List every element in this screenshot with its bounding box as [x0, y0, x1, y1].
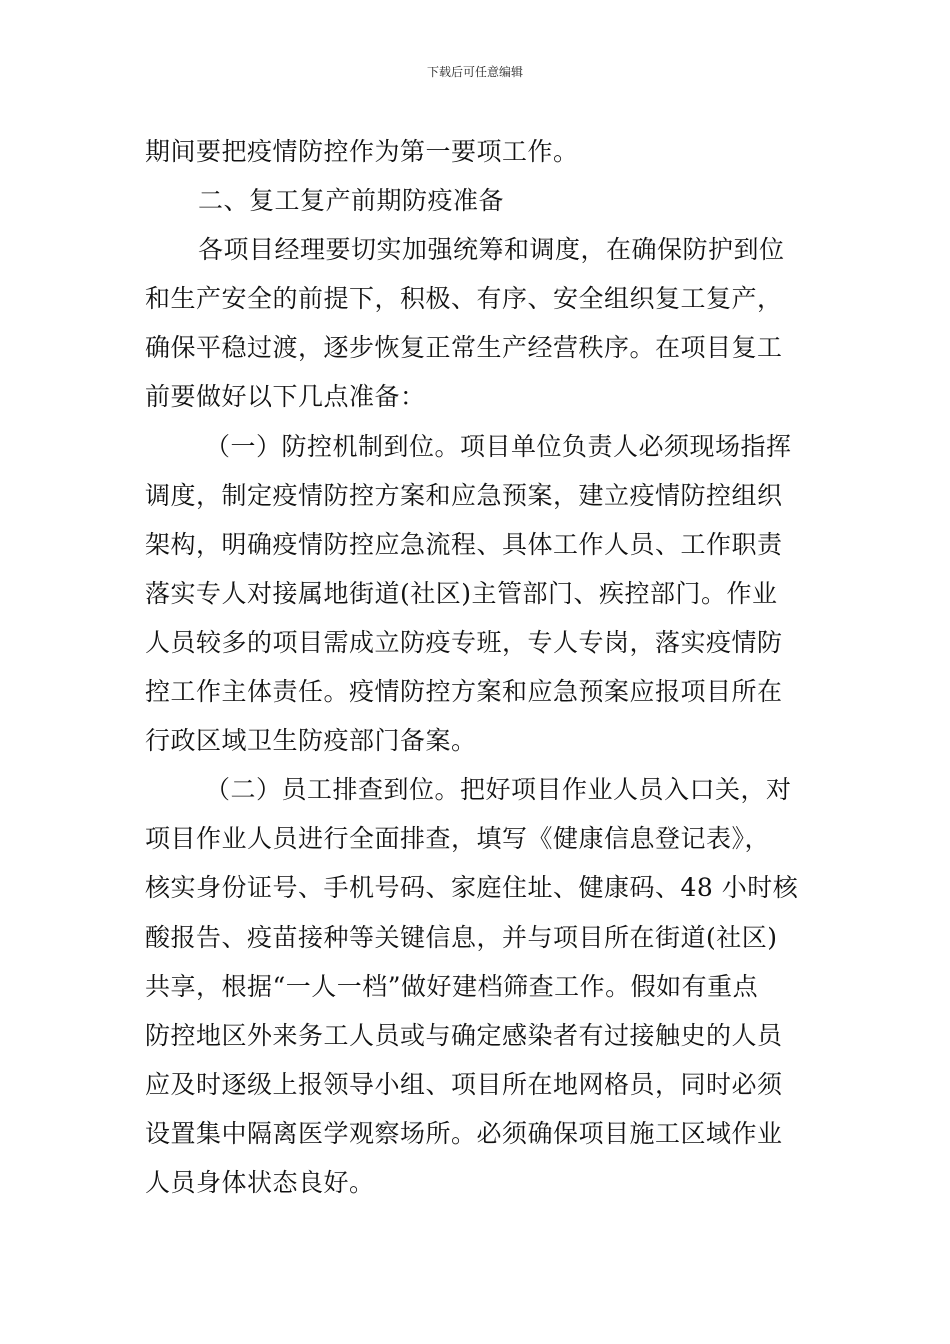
text-line: 期间要把疫情防控作为第一要项工作。: [145, 137, 579, 166]
text-line: （二）员工排查到位。把好项目作业人员入口关，对: [205, 775, 792, 805]
text-line: 应及时逐级上报领导小组、项目所在地网格员，同时必须: [145, 1069, 783, 1099]
text-line: 架构，明确疫情防控应急流程、具体工作人员、工作职责: [145, 529, 783, 559]
text-line: 人员身体状态良好。: [145, 1167, 375, 1197]
text-line: 核实身份证号、手机号码、家庭住址、健康码、48 小时核: [145, 873, 799, 903]
section-heading: 二、复工复产前期防疫准备: [198, 186, 505, 216]
text-line: 各项目经理要切实加强统筹和调度，在确保防护到位: [198, 235, 785, 265]
text-line: 调度，制定疫情防控方案和应急预案，建立疫情防控组织: [145, 480, 783, 510]
text-line: 人员较多的项目需成立防疫专班，专人专岗，落实疫情防: [145, 627, 783, 657]
text-line: 和生产安全的前提下，积极、有序、安全组织复工复产，: [145, 284, 783, 314]
text-line: 行政区域卫生防疫部门备案。: [145, 726, 477, 756]
text-line: 控工作主体责任。疫情防控方案和应急预案应报项目所在: [145, 677, 783, 707]
text-line: 前要做好以下几点准备：: [145, 382, 426, 412]
page-header: 下载后可任意编辑: [426, 65, 523, 79]
document-body: [145, 127, 810, 1207]
text-line: 项目作业人员进行全面排查，填写《健康信息登记表》，: [145, 824, 771, 854]
text-line: 确保平稳过渡，逐步恢复正常生产经营秩序。在项目复工: [145, 333, 783, 363]
text-line: 落实专人对接属地街道(社区)主管部门、疾控部门。作业: [145, 578, 778, 608]
text-line: （一）防控机制到位。项目单位负责人必须现场指挥: [205, 431, 792, 461]
text-line: 酸报告、疫苗接种等关键信息，并与项目所在街道(社区): [145, 922, 778, 952]
text-line: 设置集中隔离医学观察场所。必须确保项目施工区域作业: [145, 1118, 783, 1148]
text-line: 共享，根据“一人一档”做好建档筛查工作。假如有重点: [145, 971, 759, 1001]
text-line: 防控地区外来务工人员或与确定感染者有过接触史的人员: [145, 1020, 783, 1050]
